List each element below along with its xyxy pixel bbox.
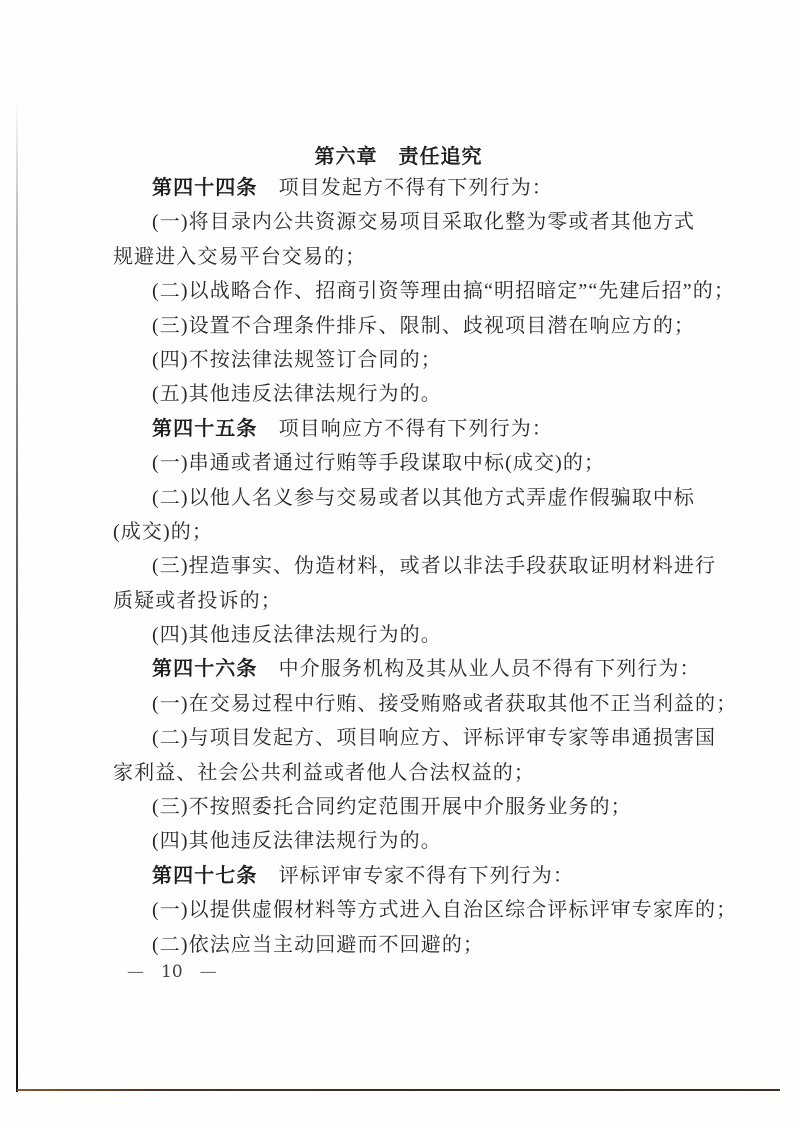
line-text: (二)以他人名义参与交易或者以其他方式弄虚作假骗取中标 bbox=[152, 486, 696, 509]
article-number: 第四十五条 bbox=[152, 417, 258, 440]
document-line bbox=[113, 446, 693, 480]
chapter-heading: 第六章 责任追究 bbox=[314, 146, 483, 168]
document-body bbox=[113, 171, 738, 962]
line-text: (二)依法应当主动回避而不回避的； bbox=[152, 933, 485, 956]
line-text: 评标评审专家不得有下列行为： bbox=[257, 864, 574, 887]
document-line bbox=[113, 687, 738, 721]
document-line bbox=[113, 309, 696, 343]
line-text: (四)不按法律法规签订合同的； bbox=[152, 348, 442, 371]
document-line bbox=[113, 584, 693, 618]
line-text: (一)以提供虚假材料等方式进入自治区综合评标评审专家库的； bbox=[152, 899, 738, 922]
scan-edge-left-line bbox=[16, 98, 18, 1092]
line-text: (三)不按照委托合同约定范围开展中介服务业务的； bbox=[152, 796, 632, 819]
article-number: 第四十七条 bbox=[152, 864, 258, 887]
line-text: (一)将目录内公共资源交易项目采取化整为零或者其他方式 bbox=[152, 211, 696, 234]
line-text: (四)其他违反法律法规行为的。 bbox=[152, 830, 442, 853]
document-line bbox=[113, 618, 693, 652]
line-text: (一)串通或者通过行贿等手段谋取中标(成交)的； bbox=[152, 452, 606, 475]
document-line bbox=[113, 240, 693, 274]
document-line bbox=[113, 790, 693, 824]
page-number: 10 bbox=[161, 962, 183, 982]
line-text: (二)与项目发起方、项目响应方、评标评审专家等串通损害国 bbox=[152, 727, 717, 750]
line-text: 规避进入交易平台交易的； bbox=[113, 245, 367, 268]
document-line bbox=[113, 515, 693, 549]
document-line bbox=[113, 824, 693, 858]
document-line bbox=[113, 549, 717, 583]
line-text: 家利益、社会公共利益或者他人合法权益的； bbox=[113, 761, 535, 784]
line-text: (四)其他违反法律法规行为的。 bbox=[152, 624, 442, 647]
document-line bbox=[113, 343, 693, 377]
document-line bbox=[113, 721, 717, 755]
line-text: (一)在交易过程中行贿、接受贿赂或者获取其他不正当利益的； bbox=[152, 692, 738, 715]
line-text: (成交)的； bbox=[113, 520, 213, 543]
document-line bbox=[113, 859, 693, 893]
document-line bbox=[113, 481, 696, 515]
document-line bbox=[113, 756, 693, 790]
footer-dash-left: — bbox=[127, 962, 144, 982]
document-line bbox=[113, 205, 696, 239]
document-line bbox=[113, 412, 693, 446]
line-text: 质疑或者投诉的； bbox=[113, 589, 282, 612]
document-line bbox=[113, 171, 693, 205]
footer-dash-right: — bbox=[199, 962, 217, 982]
line-text: (二)以战略合作、招商引资等理由搞“明招暗定”“先建后招”的； bbox=[152, 280, 735, 303]
article-number: 第四十四条 bbox=[152, 177, 258, 199]
line-text: (三)设置不合理条件排斥、限制、歧视项目潜在响应方的； bbox=[152, 314, 696, 337]
line-text: 项目响应方不得有下列行为： bbox=[257, 417, 553, 440]
line-text: 项目发起方不得有下列行为： bbox=[257, 177, 553, 199]
scan-edge-bottom-line bbox=[17, 1089, 780, 1091]
line-text: 中介服务机构及其从业人员不得有下列行为： bbox=[257, 658, 701, 681]
line-text: (三)捏造事实、伪造材料，或者以非法手段获取证明材料进行 bbox=[152, 555, 717, 578]
article-number: 第四十六条 bbox=[152, 658, 258, 681]
document-line bbox=[113, 652, 701, 686]
line-text: (五)其他违反法律法规行为的。 bbox=[152, 383, 442, 406]
document-line bbox=[113, 377, 693, 411]
document-line bbox=[113, 928, 693, 962]
document-line bbox=[113, 274, 735, 308]
document-line bbox=[113, 893, 738, 927]
page-footer bbox=[127, 962, 217, 982]
